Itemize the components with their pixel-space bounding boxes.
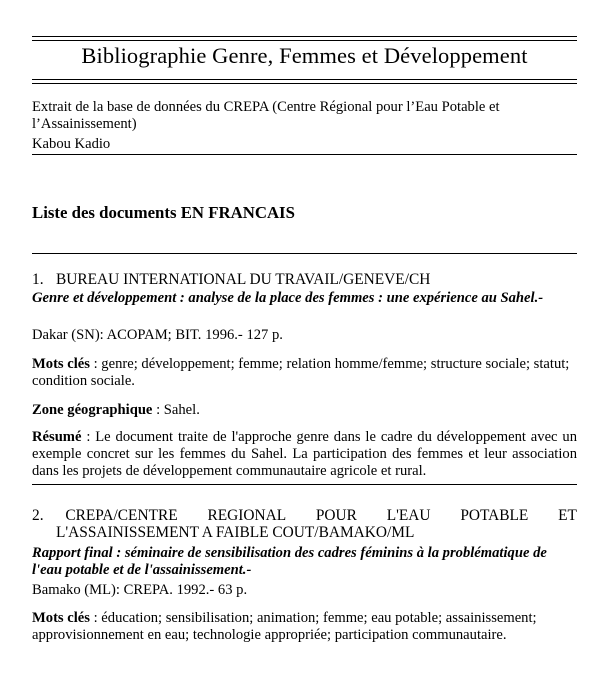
title-top-rule [32, 36, 577, 41]
entry-1-organization [32, 271, 430, 288]
entry-2-keywords-text: : éducation; sensibilisation; animation; femme; eau potable; assainissement; approvisionnement en eau; technologie appropriée; participation communautaire. [32, 610, 537, 643]
entry-2-org-line1 [32, 507, 577, 524]
entry-1-summary [32, 429, 577, 480]
entry-1-publication: Dakar (SN): ACOPAM; BIT. 1996.- 127 p. [32, 327, 283, 343]
section-rule [32, 253, 577, 254]
entry-2-org-word: L'EAU [386, 507, 431, 524]
entry-1-summary-text: : Le document traite de l'approche genre dans le cadre du développement avec un exemple concret sur les femmes du Sahel. La participation des femmes et leur association dans les projets de développement communautaire agricole et rural. [32, 429, 577, 479]
entry-2-org-word: POTABLE [460, 507, 529, 524]
entry-1-keywords [32, 356, 577, 390]
entry-1-keywords-text: : genre; développement; femme; relation homme/femme; structure sociale; statut; condition sociale. [32, 356, 570, 389]
entry-1-zone-text: : Sahel. [152, 402, 200, 418]
page-title: Bibliographie Genre, Femmes et Développement [81, 43, 528, 68]
entry-2-org-word: ET [558, 507, 577, 524]
entry-1-org-text: BUREAU INTERNATIONAL DU TRAVAIL/GENEVE/CH [56, 271, 431, 288]
entry-1-zone [32, 402, 577, 419]
section-heading: Liste des documents EN FRANCAIS [32, 203, 295, 222]
entry-2-keywords-label: Mots clés [32, 610, 90, 626]
entry-2-org-word: REGIONAL [207, 507, 287, 524]
entry-2-org-line2: L'ASSAINISSEMENT A FAIBLE COUT/BAMAKO/ML [56, 524, 415, 541]
entry-2-number: 2. [32, 507, 44, 524]
entry-1-number: 1. [32, 271, 44, 288]
entry-1-summary-label: Résumé [32, 429, 82, 445]
entry-2-keywords [32, 610, 577, 644]
entry-1-keywords-label: Mots clés [32, 356, 90, 372]
source-extract: Extrait de la base de données du CREPA (Centre Régional pour l’Eau Potable et l’Assainissement) [32, 99, 500, 132]
entry-2-org-word: POUR [315, 507, 357, 524]
entry-1-zone-label: Zone géographique [32, 402, 153, 418]
entry-2-org-word: CREPA/CENTRE [65, 507, 178, 524]
entry-1-title: Genre et développement : analyse de la place des femmes : une expérience au Sahel.- [32, 290, 544, 306]
entry-2-organization [32, 507, 577, 541]
header-rule [32, 154, 577, 155]
entry-2-title: Rapport final : séminaire de sensibilisation des cadres féminins à la problématique de l'eau potable et de l'assainissement.- [32, 545, 547, 578]
entry-2-publication: Bamako (ML): CREPA. 1992.- 63 p. [32, 582, 248, 598]
entry-divider [32, 484, 577, 485]
author: Kabou Kadio [32, 136, 111, 152]
title-bottom-rule [32, 79, 577, 84]
